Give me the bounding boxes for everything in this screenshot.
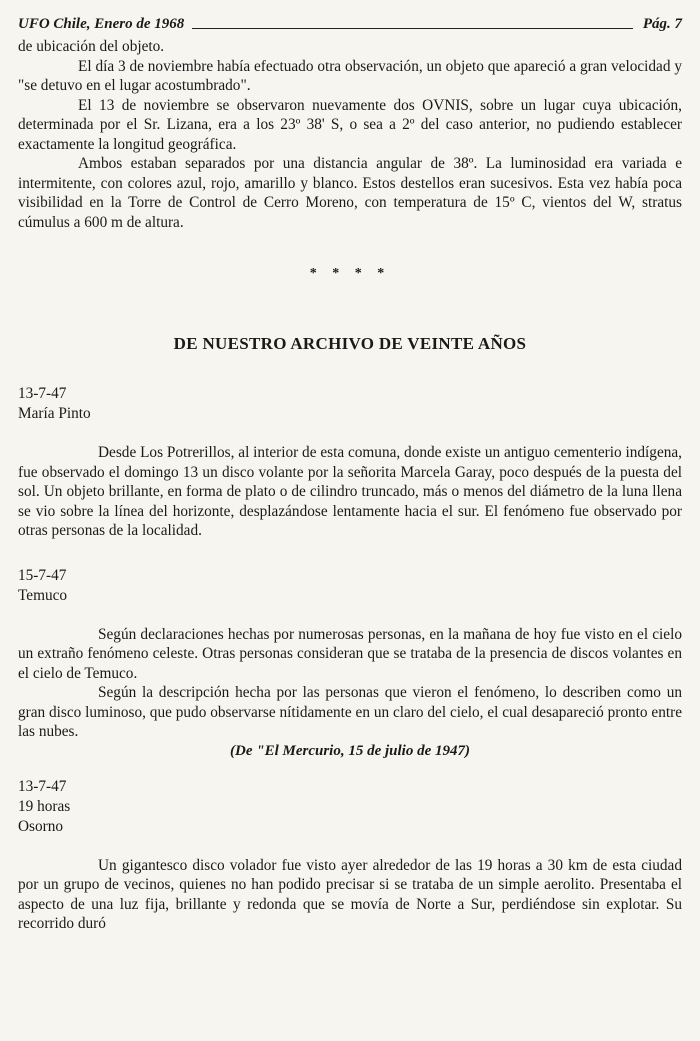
entry-source: (De "El Mercurio, 15 de julio de 1947)	[230, 742, 470, 759]
section-separator: * * * *	[309, 266, 391, 281]
entry-paragraph: Desde Los Potrerillos, al interior de esta comuna, donde existe un antiguo cementerio indígena, fue observado el domingo 13 un disco volante por la señorita Marcela Garay, poco después de la puesta del sol. Un objeto brillante, en forma de plato o de cilindro truncado, más o menos del diámetro de la luna llena se vio sobre la línea del horizonte, desplazándose lentamente hacia el sur. El fenómeno fue observado por otras personas de la localidad.	[18, 444, 682, 539]
intro-paragraph: Ambos estaban separados por una distancia angular de 38º. La luminosidad era variada e intermitente, con colores azul, rojo, amarillo y blanco. Estos destellos eran sucesivos. Esta vez había poca visibilidad en la Torre de Control de Cerro Moreno, con temperatura de 15º C, vientos del W, stratus cúmulus a 600 m de altura.	[18, 155, 682, 231]
entry-date: 13-7-47	[18, 777, 67, 795]
archive-entry	[18, 566, 682, 760]
entry-body	[18, 443, 682, 541]
entry-date: 13-7-47	[18, 385, 67, 402]
publication-title: UFO Chile, Enero de 1968	[18, 16, 185, 32]
intro-paragraph: de ubicación del objeto.	[18, 38, 165, 55]
section-title: DE NUESTRO ARCHIVO DE VEINTE AÑOS	[173, 334, 527, 353]
header-rule	[192, 28, 633, 29]
page	[18, 16, 682, 934]
entry-body	[18, 625, 682, 742]
entry-place: Temuco	[18, 586, 68, 604]
entry-paragraph: Un gigantesco disco volador fue visto ayer alrededor de las 19 horas a 30 km de esta ciudad por un grupo de vecinos, quienes no han podido precisar si se trataba de un simple aerolito. Presentaba el aspecto de una luz fija, brillante y redonda que se movía de Norte a Sur, perdiéndose sin explotar. Su recorrido duró	[18, 856, 682, 932]
entry-paragraph: Según la descripción hecha por las personas que vieron el fenómeno, lo describen como un gran disco luminoso, que pudo observarse nítidamente en un claro del cielo, el cual desapareció pronto entre las nubes.	[18, 684, 682, 740]
entry-time: 19 horas	[18, 797, 71, 815]
page-number: Pág. 7	[642, 16, 682, 32]
intro-paragraph: El día 3 de noviembre había efectuado otra observación, un objeto que apareció a gran velocidad y "se detuvo en el lugar acostumbrado".	[18, 57, 682, 94]
entry-place: Osorno	[18, 817, 64, 835]
page-header	[18, 16, 682, 33]
intro-text	[18, 37, 682, 232]
archive-entry	[18, 777, 682, 934]
archive-entry	[18, 384, 682, 541]
entry-place: María Pinto	[18, 405, 91, 422]
entry-paragraph: Según declaraciones hechas por numerosas personas, en la mañana de hoy fue visto en el cielo un extraño fenómeno celeste. Otras personas consideran que se trataba de la presencia de discos volantes en el cielo de Temuco.	[18, 625, 682, 682]
entry-body	[18, 856, 682, 934]
intro-paragraph: El 13 de noviembre se observaron nuevamente dos OVNIS, sobre un lugar cuya ubicación, determinada por el Sr. Lizana, era a los 23º 38' S, o sea a 2º del caso anterior, no pudiendo establecer exactamente la longitud geográfica.	[18, 96, 682, 153]
entry-date: 15-7-47	[18, 566, 67, 584]
